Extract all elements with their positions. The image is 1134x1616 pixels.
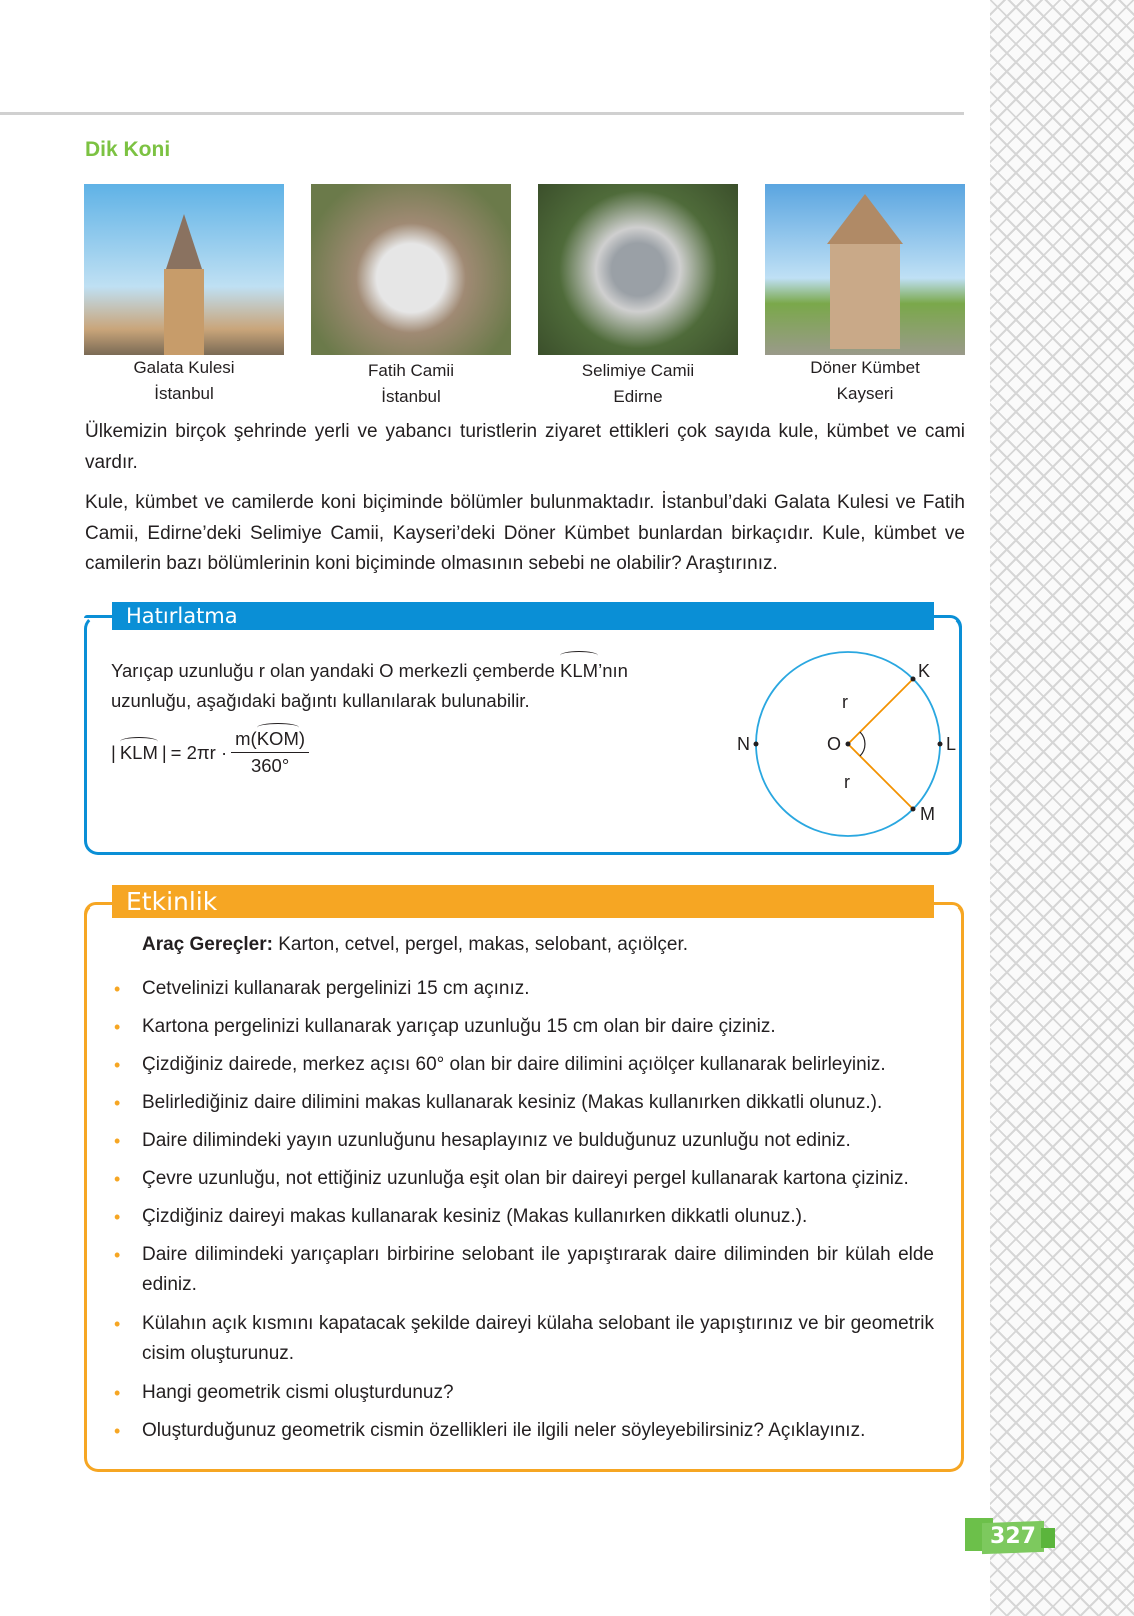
header-divider [0, 112, 964, 115]
step-text: Oluşturduğunuz geometrik cismin özellikleri ile ilgili neler söyleyebilirsiniz? Açıklayınız. [142, 1420, 866, 1441]
activity-step [114, 974, 934, 1004]
activity-step [114, 1202, 934, 1232]
label-r-top: r [842, 692, 848, 712]
step-text: Belirlediğiniz daire dilimini makas kullanarak kesiniz (Makas kullanırken dikkatli olunuz.). [142, 1092, 883, 1113]
step-text: Kartona pergelinizi kullanarak yarıçap uzunluğu 15 cm olan bir daire çiziniz. [142, 1016, 776, 1037]
bullet-icon: • [114, 1421, 121, 1441]
radius-om [848, 744, 913, 809]
bullet-icon: • [114, 1055, 121, 1075]
step-text: Çevre uzunluğu, not ettiğiniz uzunluğa eşit olan bir daireyi pergel kullanarak kartona çiziniz. [142, 1168, 909, 1189]
activity-step [114, 1012, 934, 1042]
side-pattern [990, 0, 1134, 1616]
page-number: 327 [990, 1524, 1036, 1549]
question-paragraph: Kule, kümbet ve camilerde koni biçiminde bölümler bulunmaktadır. İstanbul’daki Galata Kulesi ve Fatih Camii, Edirne’deki Selimiye Camii, Kayseri’deki Döner Kümbet bunlardan birkaçıdır. Kule, kümbet ve camilerin bazı bölümlerinin koni biçiminde olmasının sebebi ne olabilir? Araştırınız. [85, 492, 965, 574]
caption-galata: Galata Kulesi İstanbul [133, 358, 235, 403]
photo-galata-kulesi [84, 184, 284, 355]
label-o: O [827, 734, 842, 754]
bullet-icon: • [114, 979, 121, 999]
activity-step [114, 1309, 934, 1369]
step-text: Cetvelinizi kullanarak pergelinizi 15 cm açınız. [142, 978, 530, 999]
label-m: M [920, 804, 935, 824]
label-k: K [918, 661, 931, 681]
label-n: N [737, 734, 750, 754]
radius-ok [848, 679, 913, 744]
photo-selimiye-camii [538, 184, 738, 355]
label-r-bottom: r [844, 772, 850, 792]
step-text: Daire dilimindeki yayın uzunluğunu hesaplayınız ve bulduğunuz uzunluğu not ediniz. [142, 1130, 851, 1151]
arc-length-formula: | KLM | = 2πr · m(KOM) 360° [111, 728, 309, 777]
label-l: L [946, 734, 957, 754]
step-text: Hangi geometrik cismi oluşturdunuz? [142, 1382, 454, 1403]
reminder-text: Yarıçap uzunluğu r olan yandaki O merkezli çemberde KLM’nın uzunluğu, aşağıdaki bağıntı kullanılarak bulunabilir. [111, 656, 628, 716]
bullet-icon: • [114, 1207, 121, 1227]
activity-step [114, 1126, 934, 1156]
activity-step [114, 1416, 934, 1446]
section-title: Dik Koni [85, 138, 171, 161]
photo-fatih-camii [311, 184, 511, 355]
caption-fatih: Fatih Camii İstanbul [368, 361, 454, 406]
bullet-icon: • [114, 1131, 121, 1151]
step-text: Çizdiğiniz dairede, merkez açısı 60° olan bir daire dilimini açıölçer kullanarak belirleyiniz. [142, 1054, 886, 1075]
bullet-icon: • [114, 1314, 121, 1334]
activity-step [114, 1240, 934, 1300]
step-text: Çizdiğiniz daireyi makas kullanarak kesiniz (Makas kullanırken dikkatli olunuz.). [142, 1206, 808, 1227]
materials-line: Araç Gereçler: Karton, cetvel, pergel, makas, selobant, açıölçer. [142, 934, 689, 955]
bullet-icon: • [114, 1093, 121, 1113]
step-text: Külahın açık kısmını kapatacak şekilde daireyi külaha selobant ile yapıştırınız ve bir geometrik cisim oluşturunuz. [142, 1313, 934, 1364]
reminder-title: Hatırlatma [112, 602, 934, 630]
intro-paragraph: Ülkemizin birçok şehrinde yerli ve yabancı turistlerin ziyaret ettikleri çok sayıda kule, kümbet ve cami vardır. [85, 421, 965, 473]
activity-title: Etkinlik [112, 885, 934, 918]
angle-arc [860, 732, 865, 756]
bullet-icon: • [114, 1169, 121, 1189]
caption-selimiye: Selimiye Camii Edirne [581, 361, 695, 406]
bullet-icon: • [114, 1017, 121, 1037]
caption-doner-kumbet: Döner Kümbet Kayseri [810, 358, 920, 403]
bullet-icon: • [114, 1383, 121, 1403]
page-number-badge [965, 1518, 1055, 1553]
circle-diagram [700, 640, 960, 850]
step-text: Daire dilimindeki yarıçapları birbirine selobant ile yapıştırarak daire diliminden bir külah elde ediniz. [142, 1244, 934, 1295]
activity-step [114, 1050, 934, 1080]
activity-step [114, 1088, 934, 1118]
activity-step [114, 1164, 934, 1194]
activity-step [114, 1378, 934, 1408]
bullet-icon: • [114, 1245, 121, 1265]
photo-doner-kumbet [765, 184, 965, 355]
